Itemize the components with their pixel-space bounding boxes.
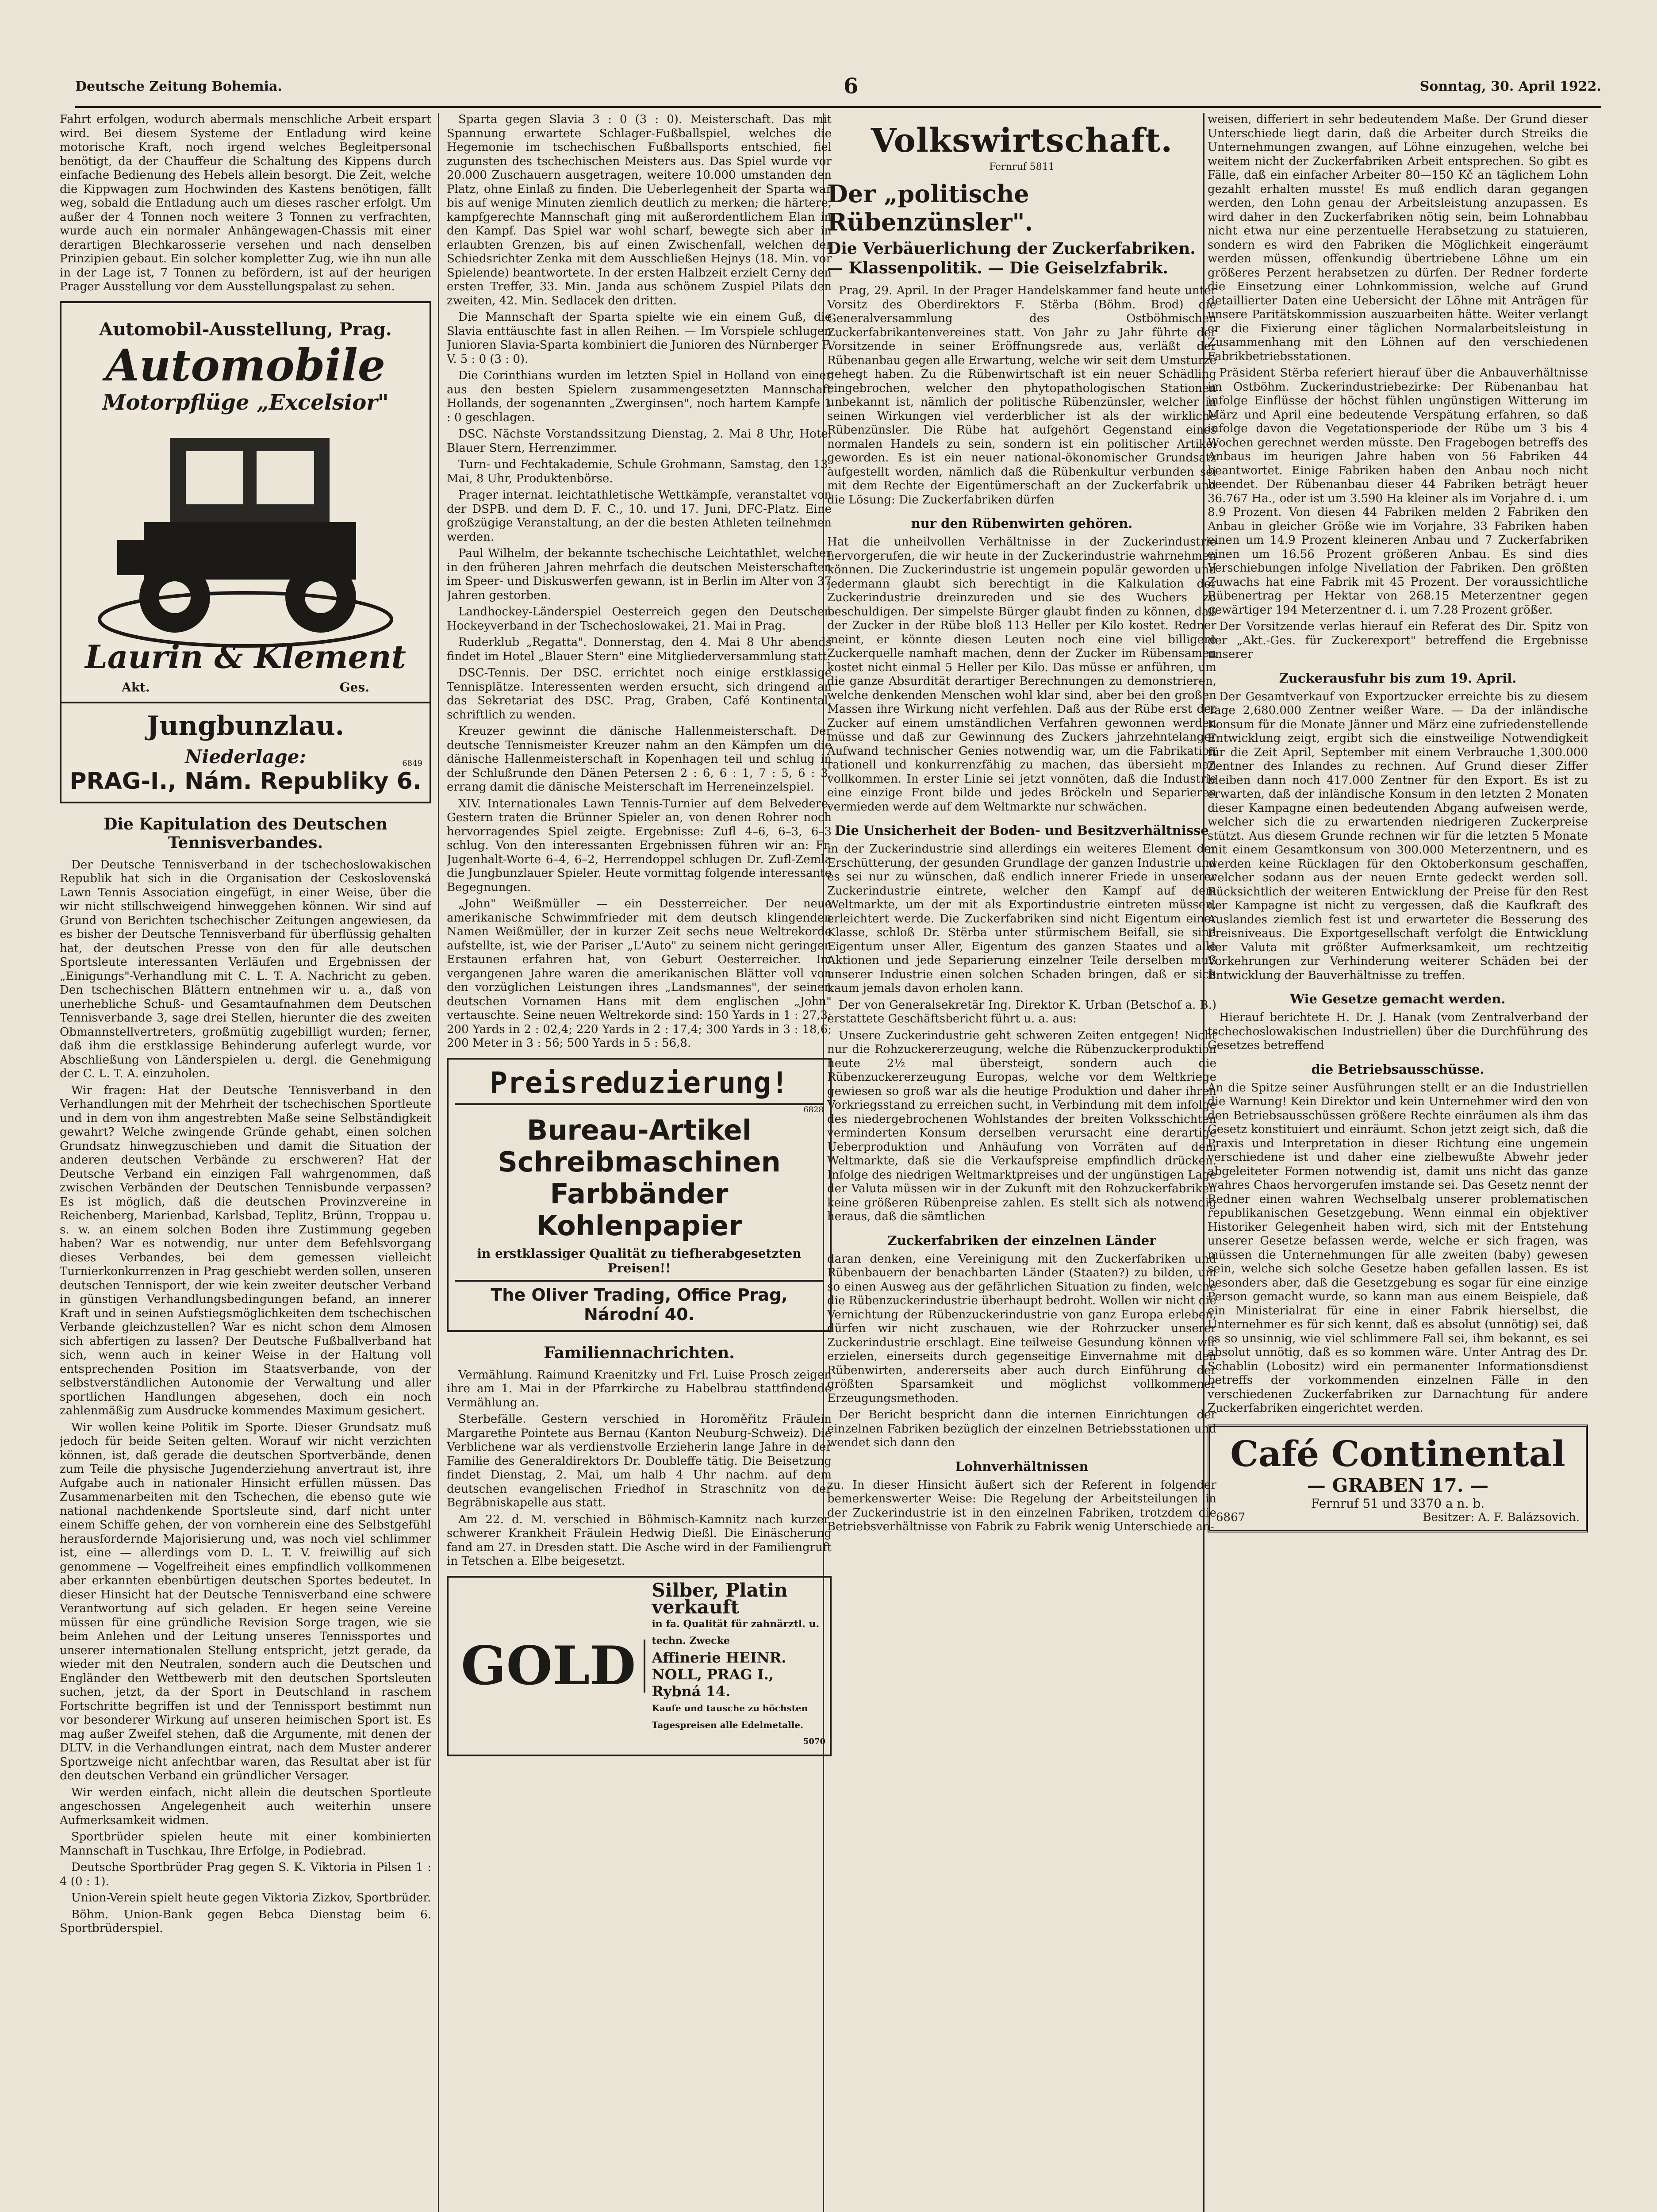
ad-brand: Laurin & Klement bbox=[85, 637, 406, 676]
sports-report: „John" Weißmüller — ein Dessterreicher. Der neue amerikanische Schwimmfrieder mit dem deutsch klingenden Namen Weißmüller, der in kurzer Zeit sechs neue Weltrekorde aufstellte, ist, wie der Pariser „L'Auto" zu seinem nicht geringen Erstaunen erfahren hat, von Geburt Oesterreicher. Im vergangenen Jahre waren die amerikanischen Blätter voll von den vorzüglichen Leistungen ihres „Landsmannes", der seinen deutschen Vornamen Hans mit dem englischen „John" vertauschte. Seine neuen Weltrekorde sind: 150 Yards in 1 : 27,3; 200 Yards in 2 : 02,4; 220 Yards in 2 : 17,4; 300 Yards in 3 : 18,6; 200 Meter in 3 : 56; 500 Yards in 5 : 56,8. bbox=[447, 897, 832, 1050]
page-number: 6 bbox=[844, 74, 859, 99]
ad-line: Farbbänder bbox=[550, 1177, 729, 1210]
sports-notice: Landhockey-Länderspiel Oesterreich gegen den Deutschen Hockeyverband in der Tschechoslowakei, 21. Mai in Prag. bbox=[447, 605, 832, 633]
sports-notice: DSC-Tennis. Der DSC. errichtet noch einige erstklassige Tennisplätze. Interessenten werden ersucht, sich dringend an das Sekretariat des DSC. Prag, Graben, Café Kontinental, schriftlich zu wenden. bbox=[447, 666, 832, 722]
sports-notice: Deutsche Sportbrüder Prag gegen S. K. Viktoria in Pilsen 1 : 4 (0 : 1). bbox=[60, 1861, 431, 1888]
ad-cafe-name: Café Continental bbox=[1230, 1432, 1565, 1475]
ad-number: 6849 bbox=[402, 758, 422, 768]
article-paragraph: Fahrt erfolgen, wodurch abermals menschliche Arbeit erspart wird. Bei diesem Systeme der Entladung wird keine motorische Kraft, noch irgend welches Begleitpersonal benötigt, da der Chauffeur die Schaltung des Kippens durch einfache Bedienung des Hebels allein besorgt. Die Zeit, welche die Kippwagen zum Hochwinden des Kastens benötigen, fällt weg, sobald die Entladung auch um dieses rascher erfolgt. Um außer der 4 Tonnen noch weitere 3 Tonnen zu verfrachten, wurde auch ein normaler Anhängewagen-Chassis mit einer derartigen Blechkarosserie versehen und nach denselben Prinzipien gebaut. Ein solcher kompletter Zug, wie ihn nun alle in der Lage ist, 7 Tonnen zu befördern, ist auf der heurigen Prager Ausstellung vor dem Ausstellungspalast zu sehen. bbox=[60, 113, 431, 293]
article-headline: Der „politische Rübenzünsler". bbox=[827, 180, 1033, 236]
sports-report: Die Mannschaft der Sparta spielte wie ein einem Guß, die Slavia enttäuschte fast in allen Reihen. — Im Vorspiele schlugen Junioren Slavia-Sparta kombiniert die Junioren des Nürnberger F. V. 5 : 0 (3 : 0). bbox=[447, 311, 832, 366]
ad-line: in fa. Qualität für zahnärztl. u. techn. Zwecke bbox=[652, 1618, 820, 1647]
article-paragraph: Der Deutsche Tennisverband in der tschechoslowakischen Republik hat sich in die Organisation der Ceskoslovenská Lawn Tennis Association eingefügt, in einer Weise, über die wir nicht stillschweigend hinweggehen können. Wir sind auf Grund von Berichten tschechischer Zeitungen angewiesen, da es bisher der Deutsche Tennisverband für überflüssig gehalten hat, der deutschen Presse von den für alle deutschen Sportsleute interessanten Verläufen und Ergebnissen der „Einigungs"-Verhandlung mit C. L. T. A. Nachricht zu geben. Den tschechischen Blättern entnehmen wir u. a., daß von unerhebliche Schuß- und Gesamtaufnahmen dem Deutschen Tennisverbande 3, sage drei Stellen, hierunter die des zweiten Obmannstellvertreters, großmütig zugebilligt wurden; ferner, daß ihm die erstklassige Behinderung auferlegt wurde, vor Abschließung von Länderspielen u. dergl. die Genehmigung der C. L. T. A. einzuholen. bbox=[60, 858, 431, 1080]
laurin-klement-ad bbox=[60, 301, 431, 803]
family-notice: Vermählung. Raimund Kraenitzky und Frl. Luise Prosch zeigen ihre am 1. Mai in der Pfarrkirche zu Habelbrau stattfindende Vermählung an. bbox=[447, 1368, 832, 1409]
ad-subline: Motorpflüge „Excelsior" bbox=[102, 390, 389, 415]
automobile-illustration-icon bbox=[91, 420, 400, 668]
article-subheadline: Die Verbäuerlichung der Zuckerfabriken. — Klassenpolitik. — Die Geiselzfabrik. bbox=[827, 239, 1196, 277]
article-paragraph: Hierauf berichtete H. Dr. J. Hanak (vom Zentralverband der tschechoslowakischen Industriellen) über die Durchführung des Gesetzes betreffend bbox=[1208, 1011, 1588, 1052]
column-2 bbox=[447, 113, 832, 2212]
article-paragraph: Prag, 29. April. In der Prager Handelskammer fand heute unter Vorsitz des Oberdirektors F. Stërba (Böhm. Brod) die Generalversammlung des Ostböhmischen Zuckerfabrikantenvereines statt. Von Jahr zu Jahr führte der Vorsitzende in seiner Eröffnungsrede aus, verläßt der Rübenanbau gegen alle Erwartung, welche wir seit dem Umsturze gehegt haben. Zu die Rübenwirtschaft ist ein neuer Schädling eingebrochen, welcher den phytopathologischen Stationen unbekannt ist, nämlich der politische Rübenzünsler, welcher in seinen Wirkungen viel verderblicher ist als der wirkliche Rübenzünsler. Die Rübe hat aufgehört Gegenstand eines normalen Handels zu sein, sondern ist ein politischer Artikel geworden. Es ist ein neuer national-ökonomischer Grundsatz aufgestellt worden, nämlich daß die Rübenkultur verbunden sei mit dem Rechte der Eigentümerschaft an der Zuckerfabrik und die Lösung: Die Zuckerfabriken dürfen bbox=[827, 284, 1216, 507]
article-subheading: Lohnverhältnissen bbox=[955, 1459, 1089, 1474]
article-paragraph: Der Bericht bespricht dann die internen Einrichtungen der einzelnen Fabriken bezüglich der einzelnen Betriebsstationen und wendet sich dann den bbox=[827, 1408, 1216, 1449]
ad-cafe-phone: Fernruf 51 und 3370 a n. b. bbox=[1311, 1496, 1485, 1511]
ad-ges: Ges. bbox=[339, 680, 369, 695]
article-subheading: nur den Rübenwirten gehören. bbox=[911, 516, 1133, 531]
article-subheading: Die Unsicherheit der Boden- und Besitzverhältnisse bbox=[835, 823, 1209, 838]
article-subheading: die Betriebsausschüsse. bbox=[1311, 1061, 1484, 1077]
column-4 bbox=[1208, 113, 1588, 2212]
article-paragraph: Der Gesamtverkauf von Exportzucker erreichte bis zu diesem Tage 2,680.000 Zentner weißer Ware. — Da der inländische Konsum für die Monate Jänner und März eine zufriedenstellende Entwicklung zeigt, ergibt sich die einstweilige Notwendigkeit für die Zeit April, September mit einem Verbrauche 1,300.000 Zentner des Inlandes zu rechnen. Auf Grund dieser Ziffer bleiben dann noch 417.000 Zentner für den Export. Es ist zu erwarten, daß der inländische Konsum in den letzten 2 Monaten dieser Kampagne einen bedeutenden Abgang aufweisen werde, welcher sich die zu erwartenden niedrigeren Zuckerpreise stützt. Aus diesem Grunde rechnen wir für die letzten 5 Monate mit einem Gesamtkonsum von 300.000 Meterzentnern, und es werden keine Rücklagen für den Oktoberkonsum geschaffen, welcher sodann aus der neuen Ernte gedeckt werden soll. Rücksichtlich der weiteren Entwicklung der Preise für den Rest der Kampagne ist nicht zu vergessen, daß die Kaufkraft des Auslandes ziemlich fest ist und erwarteter die Besserung des Preisniveaus. Die Exportgesellschaft verfolgt die Entwicklung der Valuta mit größter Aufmerksamkeit, um rechtzeitig Vorkehrungen zur Verhinderung weiterer Schäden bei der Entwicklung der Bauverhältnisse zu treffen. bbox=[1208, 690, 1588, 982]
article-paragraph: Präsident Stërba referiert hierauf über die Anbauverhältnisse im Ostböhm. Zuckerindustriebezirke: Der Rübenanbau hat infolge Einflüsse der höchst fühlen ungünstigen Witterung im März und April eine bedeutende Verspätung erfahren, so daß infolge davon die Vegetationsperiode der Rübe um 3 bis 4 Wochen gerechnet werden müsste. Den Fragebogen betreffs des Anbaus im heurigen Jahre haben von 56 Fabriken 44 beantwortet. Einige Fabriken haben den Anbau noch nicht beendet. Der Rübenanbau dieser 44 Fabriken beträgt heuer 36.767 Ha., oder ist um 3.590 Ha kleiner als im Vorjahre d. i. um 8.9 Prozent. Von diesen 44 Fabriken melden 2 Fabriken den Anbau in gleicher Größe wie im Vorjahre, 33 Fabriken haben einen um 14.9 Prozent kleineren Anbau und 7 Zuckerfabriken einen um 16.56 Prozent größeren Anbau. Es sind dies Verschiebungen infolge Nivellation der Fabriken. Den größten Zuwachs hat eine Fabrik mit 45 Prozent. Der voraussichtliche Rübenertrag per Hektar von 268.15 Meterzentner gegen gewärtiger 194 Meterzentner d. i. um 7.28 Prozent größer. bbox=[1208, 366, 1588, 617]
ad-cafe-owner: Besitzer: A. F. Balázsovich. bbox=[1423, 1510, 1580, 1524]
ad-line: Silber, Platin verkauft bbox=[652, 1579, 788, 1618]
column-1 bbox=[60, 113, 431, 2212]
article-paragraph: An die Spitze seiner Ausführungen stellt er an die Industriellen die Warnung! Kein Direktor und kein Unternehmer wird den von den Betriebsausschüssen größere Rechte einräumen als ihm das Gesetz konstituiert und einräumt. Schon jetzt zeigt sich, daß die Praxis und Interpretation in dieser Richtung eine ungemein verschiedene ist und daher eine zielbewußte Abwehr jeder abgeleiteter Formen notwendig ist, damit uns nicht das ganze wahres Chaos hervorgerufen imstande sei. Das Gesetz nennt der Redner einen wahren Wechselbalg unserer problematischen republikanischen Gesetzgebung. Wenn einmal ein objektiver Historiker Gelegenheit haben wird, sich mit der Entstehung unserer Gesetze befassen werde, welche er sich fragen, was müssen die Unternehmungen für alle zweiten (baby) gewesen sein, welche sich solche Gesetze haben gefallen lassen. Es ist besonders aber, daß die Gesetzgebung es sogar für eine einzige Person gemacht wurde, so kann man aus einem Beispiele, daß ein Ministerialrat für eine in einer Fabrik hierselbst, die Unternehmer es für sich kennt, daß es absolut (unnötig) sei, daß es so unsinnig, wie viel schlimmere Fall sei, ihm bekannt, es sei absolut unnötig, daß es so kommen wäre. Unter Antrag des Dr. Schablin (Lobositz) wird ein permanenter Informationsdienst betreffs der vorkommenden einzelnen Fälle in den verschiedenen Zuckerfabriken zur Darnachtung für andere Zuckerfabriken eingerichtet werden. bbox=[1208, 1081, 1588, 1415]
sports-notice: Union-Verein spielt heute gegen Viktoria Zizkov, Sportbrüder. bbox=[71, 1891, 431, 1905]
ad-line: Kaufe und tausche zu höchsten Tagespreisen alle Edelmetalle. bbox=[652, 1702, 808, 1730]
masthead-date: Sonntag, 30. April 1922. bbox=[1419, 78, 1601, 94]
ad-line: Schreibmaschinen bbox=[498, 1145, 781, 1178]
sports-notice: Böhm. Union-Bank gegen Bebca Dienstag beim 6. Sportbrüderspiel. bbox=[60, 1908, 431, 1935]
ad-line: Kohlenpapier bbox=[536, 1209, 742, 1242]
ad-number: 6828 bbox=[803, 1105, 824, 1114]
ad-header: Automobil-Ausstellung, Prag. bbox=[99, 319, 392, 340]
ad-niederlage: Niederlage: bbox=[184, 745, 307, 768]
article-subheading: Zuckerausfuhr bis zum 19. April. bbox=[1279, 670, 1517, 686]
column-3 bbox=[827, 113, 1216, 2212]
family-notice: Sterbefälle. Gestern verschied in Horoměřitz Fräulein Margarethe Pointete aus Bernau (Kanton Neuburg-Schweiz). Die Verblichene war als verdienstvolle Erzieherin lange Jahre in der Familie des Generaldirektors Dr. Doubleffe tätig. Die Beisetzung findet Dienstag, 2. Mai, um halb 4 Uhr nachm. auf dem deutschen evangelischen Friedhof in Straschnitz von der Begräbniskapelle aus statt. bbox=[447, 1413, 832, 1509]
ad-line: in erstklassiger Qualität zu tiefherabgesetzten Preisen!! bbox=[477, 1246, 802, 1275]
sports-notice: Prager internat. leichtathletische Wettkämpfe, veranstaltet von der DSPB. und dem D. F. C., 10. und 17. Juni, DFC-Platz. Eine großzügige Veranstaltung, an der die besten Athleten teilnehmen werden. bbox=[447, 488, 832, 544]
sports-notice: Paul Wilhelm, der bekannte tschechische Leichtathlet, welcher in den früheren Jahren mehrfach die deutschen Meisterschaften im Speer- und Diskuswerfen gewann, ist in Berlin im Alter von 37 Jahren gestorben. bbox=[447, 547, 832, 602]
ad-gold-word: GOLD bbox=[453, 1640, 645, 1693]
ad-cafe-street: — GRABEN 17. — bbox=[1307, 1474, 1489, 1496]
ad-line: Affinerie HEINR. NOLL, PRAG I., Rybná 14. bbox=[652, 1649, 786, 1700]
article-subheading: Wie Gesetze gemacht werden. bbox=[1290, 991, 1506, 1006]
article-paragraph: daran denken, eine Vereinigung mit den Zuckerfabriken und Rübenbauern der benachbarten Länder (Staaten?) zu bilden, um so einen Ausweg aus der gefährlichen Situation zu finden, welche die Rübenzuckerindustrie überhaupt bedroht. Wollen wir nicht die Vernichtung der Rübenzuckerindustrie von ganz Europa erleben, dürfen wir nicht zuschauen, wie der Rohrzucker unserer Zuckerindustrie erschlagt. Eine teilweise Gesundung können wir erzielen, einerseits durch gegenseitige Einvernahme mit den Rübenwirten, andererseits aber auch durch Einführung der größten Sparsamkeit und möglichst vollkommener Erzeugungsmethoden. bbox=[827, 1252, 1216, 1405]
article-subheading: Zuckerfabriken der einzelnen Länder bbox=[887, 1233, 1156, 1248]
ad-line: Bureau-Artikel bbox=[526, 1114, 752, 1146]
sports-report: Kreuzer gewinnt die dänische Hallenmeisterschaft. Der deutsche Tennismeister Kreuzer nahm an den Kämpfen um die dänische Hallenmeisterschaft in Kopenhagen teil und schlug in der Schlußrunde den Dänen Petersen 2 : 6, 6 : 1, 7 : 5, 6 : 3, errang damit die dänische Meisterschaft im Herreneinzelspiel. bbox=[447, 725, 832, 794]
article-paragraph: Hat die unheilvollen Verhältnisse in der Zuckerindustrie hervorgerufen, die wir heute in der Zuckerindustrie wahrnehmen können. Die Zuckerindustrie ist ungemein populär geworden und jedermann glaubt sich berechtigt in die Kalkulation der Zuckerindustrie dreinzureden und sie des Wuchers zu beschuldigen. Der simpelste Bürger glaubt finden zu können, daß der Zucker in der Rübe bloß 113 Heller per Kilo kostet. Redner meint, er könnte diesen Leuten noch eine viel billigere Zuckerquelle namhaft machen, denn der Zucker im Rübensamen kostet nicht einmal 5 Heller per Kilo. Das müsse er anführen, um die ganze Absurdität derartiger Berechnungen zu demonstrieren, welche denkenden Menschen wohl klar sind, aber bei den großen Massen ihre Wirkung nicht verfehlen. Daß aus der Rübe erst der Zucker auf einem umständlichen Verfahren gewonnen werden müsse und daß zur Gewinnung des Zuckers jahrzehntelanger Aufwand technischer Genies notwendig war, um die Fabrikation rationell und konkurrenzfähig zu machen, das übersieht man vollkommen. In erster Linie sei jetzt vonnöten, daß die Industrie eine einzige Front bilde und jedes Bröckeln und Separieren vermieden werde auf dem Weltmarkte nur schwächen. bbox=[827, 535, 1216, 814]
section-phone: Fernruf 5811 bbox=[989, 161, 1055, 173]
masthead bbox=[75, 66, 1601, 108]
gold-ad bbox=[447, 1576, 832, 1756]
article-paragraph: in der Zuckerindustrie sind allerdings ein weiteres Element der Erschütterung, der gesunden Grundlage der ganzen Industrie und es sei nur zu wünschen, daß endlich innerer Friede in unserer Zuckerindustrie eintrete, welcher den Kampf auf dem Weltmarkte, um der mit als Exportindustrie eintreten müssen, erleichtert werde. Die Zuckerfabriken sind nicht Eigentum einer Klasse, schloß Dr. Stërba unter stürmischem Beifall, sie sind Eigentum unser Aller, Eigentum des ganzen Staates und alle Aktionen und jede Separierung einzelner Teile derselben muß unserer Industrie einen solchen Schaden bringen, daß er sich kaum jemals davon erholen kann. bbox=[827, 842, 1216, 995]
article-headline: Die Kapitulation des Deutschen Tennisverbandes. bbox=[104, 814, 387, 852]
ad-city: Jungbunzlau. bbox=[146, 710, 345, 741]
article-paragraph: Wir werden einfach, nicht allein die deutschen Sportleute angeschossen Angelegenheit auch weiterhin unsere Aufmerksamkeit widmen. bbox=[60, 1786, 431, 1827]
sports-report: Die Corinthians wurden im letzten Spiel in Holland von einer aus den besten Spielern zusammengesetzten Mannschaft Hollands, der sogenannten „Zwerginsen", noch hartem Kampfe 1 : 0 geschlagen. bbox=[447, 369, 832, 424]
ad-address: The Oliver Trading, Office Prag, Národní 40. bbox=[455, 1280, 824, 1324]
ad-number: 6867 bbox=[1216, 1510, 1246, 1524]
sports-report: XIV. Internationales Lawn Tennis-Turnier auf dem Belvedere. Gestern traten die Brünner Spieler an, von denen Rohrer noch hervorragendes Spiel zeigte. Ergebnisse: Zufl 4–6, 6–3, 6–3 schlug. Von den interessanten Ergebnissen führen wir an: Fr. Jugenhalt-Worte 6–4, 6–2, Herrendoppel schlugen Dr. Zufl-Zemla die Jungbunzlauer Spieler. Heute vormittag folgende interessante Begegnungen. bbox=[447, 797, 832, 894]
sports-notice: Sportbrüder spielen heute mit einer kombinierten Mannschaft in Tuschkau, Ihre Erfolge, in Podiebrad. bbox=[60, 1830, 431, 1858]
article-paragraph: Wir wollen keine Politik im Sporte. Dieser Grundsatz muß jedoch für beide Seiten gelten. Worauf wir nicht verzichten können, ist, daß gerade die deutschen Sportverbände, denen zum Teile die physische Jugenderziehung anvertraut ist, ihre Aufgabe auch in nationaler Hinsicht erfüllen müssen. Das Zusammenarbeiten mit den Tschechen, die ebenso gute wie national nachdenkende Sportsleute sind, darf nicht unter einem Schiffe gehen, der von vornherein eine des Selbstgefühl herausfordernde Majorisierung und, was noch viel schlimmer ist, eine — allerdings vom D. L. T. V. freiwillig auf sich genommene — Vogelfreiheit eines empfindlich vollkommenen aber erkannten ebenbürtigen deutschen Sportes bedeutet. In dieser Hinsicht hat der Deutsche Tennisverband eine schwere Verantwortung auf sich geladen. Er hegen seine Vereine müssen für eine gründliche Revision Sorge tragen, wie sie beim Anlehen und der Leitung unseres Tennissportes und unserer internationalen Stellung entspricht, jetzt gerade, da wieder mit den Neutralen, sondern auch die Deutschen und Engländer den Wettbewerb mit den deutschen Sportsleuten suchen, jetzt, da der Sport in Deutschland in raschem Fortschritte begriffen ist und der Tennissport bestimmt nun vor besonderer Wirkung auf unseren heimischen Sport ist. Es mag außer Zweifel stehen, daß die Argumente, mit denen der DLTV. in die Verhandlungen eintrat, nach dem Muster anderer Sportzweige nicht anfechtbar waren, das Resultat aber ist für den deutschen Verband ein gründlicher Versager. bbox=[60, 1421, 431, 1782]
article-paragraph: Wir fragen: Hat der Deutsche Tennisverband in den Verhandlungen mit der Mehrheit der tschechischen Sportleute und in dem von ihm angestrebten Maße seine Selbständigkeit gewahrt? Welche zwingende Gründe gehabt, einen solchen Grundsatz hinwegzuschieben und damit die Situation der anderen deutschen Verbände zu erschweren? Hat der Deutsche Verband ein einzigen Fall wahrgenommen, daß zwischen Verbänden der Deutschen Tennisbunde verpassen? Es ist möglich, daß die deutschen Provinzvereine in Reichenberg, Marienbad, Karlsbad, Teplitz, Brünn, Troppau u. s. w. an einem solchen Boden ihre Zustimmung gegeben haben? War es notwendig, nur unter dem Befehlsvorgang dieses Verbandes, bei dem gemessen vielleicht Turnierkonkurrenzen in Prag geschiebt werden sollen, unseren deutschen Tennisport, der wie kein zweiter deutscher Verband in günstigen Verhandlungsbedingungen befand, an innerer Kraft und in seinen Aufstiegsmöglichkeiten dem tschechischen Verbande gleichzustellen? War es nicht schon dem Almosen sich abfertigen zu lassen? Der Deutsche Fußballverband hat sich, wenn auch in keiner Weise in der Haltung voll entsprechenden Position im Staatsverbande, von der selbstverständlichen Autonomie der Verwaltung und aller sportlichen Handlungen abgesehen, doch ein noch zahlenmäßig zum Ausdrucke kommendes Maximum gesichert. bbox=[60, 1083, 431, 1417]
ad-akt: Akt. bbox=[122, 680, 150, 695]
section-headline: Familiennachrichten. bbox=[544, 1343, 735, 1362]
ad-title: Preisreduzierung! bbox=[455, 1066, 824, 1105]
cafe-continental-ad bbox=[1208, 1425, 1588, 1532]
article-paragraph: weisen, differiert in sehr bedeutendem Maße. Der Grund dieser Unterschiede liegt darin, daß die Arbeiter durch Streiks die Unternehmungen zwangen, auf Löhne einzugehen, welche bei weitem nicht der Zuckerfabriken Arbeit entsprechen. So gibt es Fälle, daß ein einfacher Arbeiter 80—150 Kč an täglichem Lohn gezahlt erhalten musste! Es muß endlich daran gegangen werden, den Lohn genau der Arbeitsleistung anzupassen. Es wird daher in den Zuckerfabriken nötig sein, beim Lohnabbau nicht etwa nur eine perzentuelle Herabsetzung zu statuieren, sondern es wird den Fabriken die Möglichkeit eingeräumt werden müssen, offenkundig übertriebene Löhne um ein größeres Perzent herabsetzen zu dürfen. Der Redner forderte die Einsetzung einer Lohnkommission, welche auf Grund detaillierter Daten eine Uebersicht der Löhne mit Anträgen für unsere Paritätskommission auszuarbeiten hätte. Weiter verlangt er die Fixierung einer täglichen Normalarbeitsleistung in Zusammenhang mit den Löhnen auf den verschiedenen Fabrikbetriebsstationen. bbox=[1208, 113, 1588, 363]
sports-notice: DSC. Nächste Vorstandssitzung Dienstag, 2. Mai 8 Uhr, Hotel Blauer Stern, Herrenzimmer. bbox=[447, 427, 832, 455]
column-rule bbox=[438, 113, 439, 2212]
article-paragraph: Der von Generalsekretär Ing. Direktor K. Urban (Betschof a. B.) erstattete Geschäftsbericht führt u. a. aus: bbox=[827, 998, 1216, 1025]
oliver-trading-ad bbox=[447, 1058, 832, 1332]
sports-notice: Ruderklub „Regatta". Donnerstag, den 4. Mai 8 Uhr abends findet im Hotel „Blauer Stern" eine Mitgliederversammlung statt. bbox=[447, 636, 832, 663]
ad-headline: Automobile bbox=[105, 340, 386, 391]
sports-report: Sparta gegen Slavia 3 : 0 (3 : 0). Meisterschaft. Das mit Spannung erwartete Schlager-Fußballspiel, welches die Hegemonie im tschechischen Fußballsports entschied, fiel zugunsten des tschechischen Meisters aus. Das Spiel wurde vor 20.000 Zuschauern ausgetragen, weitere 10.000 umstanden den Platz, ohne Einlaß zu finden. Die Ueberlegenheit der Sparta war bis auf wenige Minuten ziemlich deutlich zu merken; die härtere, kampfgerechte Mannschaft ging mit außerordentlichem Elan in den Kampf. Das Spiel war wohl scharf, bewegte sich aber in erlaubten Grenzen, bis auf einen Zwischenfall, welchen der Schiedsrichter Zenka mit dem Ausschließen Hejnys (18. Min. vor Spielende) beantwortete. In der ersten Halbzeit erzielt Cerny den ersten Treffer, 33. Min. Janda aus schönem Zuspiel Pilats den zweiten, 42. Min. Sedlacek den dritten. bbox=[447, 113, 832, 307]
article-paragraph: Unsere Zuckerindustrie geht schweren Zeiten entgegen! Nicht nur die Rohzuckererzeugung, welche die Rübenzuckerproduktion heute 2½ mal übersteigt, sondern auch die Rübenzuckererzeugung Europas, welche vor dem Weltkriege gewiesen so groß war als die heutige Produktion und daher ihren Vorkriegsstand zu erreichen sucht, in Verbindung mit dem infolge des niedergebrochenen Wohlstandes der breiten Volksschichten verminderten Konsum derselben verursacht eine derartige Ueberproduktion und Anhäufung von Vorräten auf dem Weltmarkte, daß sie die Verkaufspreise empfindlich drücken. Infolge des niedrigen Weltmarktpreises und der ungünstigen Lage der Valuta müssen wir in der Zukunft mit den Rohzuckerfabriken keine größeren Rübenpreise zahlen. Es stellt sich als notwendig heraus, daß die sämtlichen bbox=[827, 1029, 1216, 1223]
section-title: Volkswirtschaft. bbox=[871, 122, 1173, 160]
ad-address: PRAG-I., Nám. Republiky 6. bbox=[69, 768, 422, 795]
article-paragraph: zu. In dieser Hinsicht äußert sich der Referent in folgender bemerkenswerter Weise: Die Regelung der Arbeitsteilungen in der Zuckerindustrie ist in den einzelnen Fabriken, trotzdem die Betriebsverhältnisse von Fabrik zu Fabrik wenig Unterschiede an- bbox=[827, 1478, 1216, 1533]
article-paragraph: Der Vorsitzende verlas hierauf ein Referat des Dir. Spitz von der „Akt.-Ges. für Zuckerexport" betreffend die Ergebnisse unserer bbox=[1208, 620, 1588, 661]
masthead-title: Deutsche Zeitung Bohemia. bbox=[75, 78, 282, 94]
sports-notice: Turn- und Fechtakademie, Schule Grohmann, Samstag, den 13. Mai, 8 Uhr, Produktenbörse. bbox=[447, 458, 832, 485]
family-notice: Am 22. d. M. verschied in Böhmisch-Kamnitz nach kurzer, schwerer Krankheit Fräulein Hedwig Dießl. Die Einäscherung fand am 27. in Dresden statt. Die Asche wird in der Familiengruft in Tetschen a. Elbe beigesetzt. bbox=[447, 1513, 832, 1568]
ad-number: 5070 bbox=[803, 1736, 825, 1746]
